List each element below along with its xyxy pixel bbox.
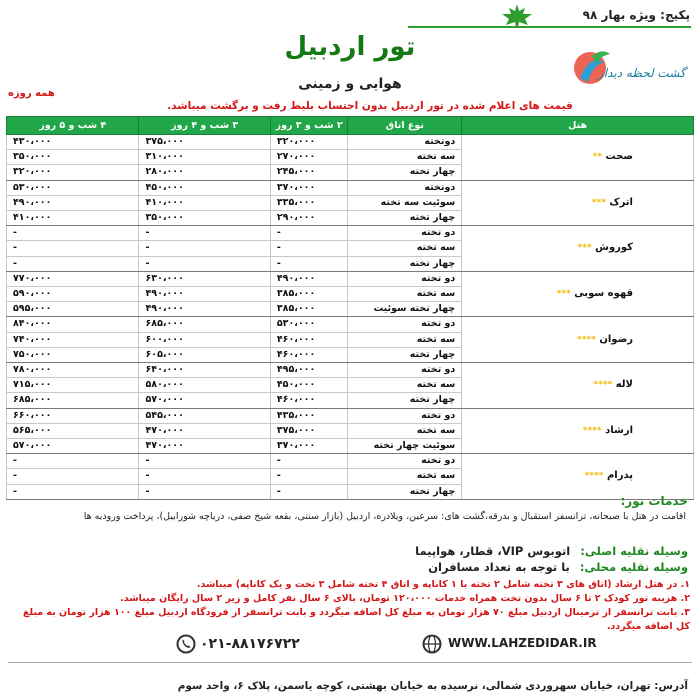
column-header: ۲ شب و ۳ روز bbox=[270, 117, 348, 135]
price-cell: ۴۳۰،۰۰۰ bbox=[7, 135, 139, 150]
hotel-name: رضوان bbox=[599, 333, 633, 345]
price-cell: - bbox=[139, 454, 270, 469]
hotel-cell bbox=[462, 363, 694, 409]
price-cell: ۲۸۰،۰۰۰ bbox=[139, 165, 270, 180]
price-cell: - bbox=[270, 241, 348, 256]
services-text: اقامت در هتل با صبحانه، ترانسفر استقبال و بدرقه،گشت های: سرعین، ویلادره، اردبیل (بازار سنتی، بقعه شیخ صفی، دریاچه شورابیل)، پرداخت ورودیه ها bbox=[83, 511, 686, 522]
price-cell: - bbox=[139, 484, 270, 499]
column-header: ۳ شب و ۴ روز bbox=[139, 117, 270, 135]
hotel-stars: *** bbox=[591, 197, 606, 208]
hotel-stars: **** bbox=[582, 425, 602, 436]
price-cell: ۳۷۵،۰۰۰ bbox=[270, 423, 348, 438]
room-type-cell: دو تخته bbox=[348, 408, 462, 423]
page-subtitle: هوایی و زمینی bbox=[298, 76, 402, 92]
room-type-cell: دوتخته bbox=[348, 135, 462, 150]
price-cell: ۴۷۰،۰۰۰ bbox=[139, 439, 270, 454]
price-cell: - bbox=[270, 454, 348, 469]
price-cell: ۳۵۰،۰۰۰ bbox=[139, 211, 270, 226]
price-cell: ۶۰۵،۰۰۰ bbox=[139, 347, 270, 362]
price-cell: ۵۳۰،۰۰۰ bbox=[270, 317, 348, 332]
price-cell: ۴۹۰،۰۰۰ bbox=[7, 195, 139, 210]
room-type-cell: سه تخته bbox=[348, 469, 462, 484]
room-type-cell: چهار تخته bbox=[348, 256, 462, 271]
hotel-name: لاله bbox=[615, 379, 633, 391]
local-transport-value: با توجه به تعداد مسافران bbox=[428, 560, 570, 574]
hotel-stars: **** bbox=[584, 471, 604, 482]
hotel-cell bbox=[462, 135, 694, 181]
hotel-name: قهوه سوبی bbox=[574, 288, 633, 300]
price-cell: ۵۴۵،۰۰۰ bbox=[139, 408, 270, 423]
table-row bbox=[7, 180, 694, 195]
price-cell: ۶۰۰،۰۰۰ bbox=[139, 332, 270, 347]
room-type-cell: چهار تخته سوئیت bbox=[348, 302, 462, 317]
hotel-stars: ** bbox=[592, 152, 603, 163]
main-transport-value: اتوبوس VIP، قطار، هواپیما bbox=[415, 544, 571, 558]
price-cell: - bbox=[270, 484, 348, 499]
price-cell: ۷۵۰،۰۰۰ bbox=[7, 347, 139, 362]
price-cell: ۶۸۵،۰۰۰ bbox=[7, 393, 139, 408]
hotel-cell bbox=[462, 408, 694, 454]
table-row bbox=[7, 135, 694, 150]
hotel-stars: *** bbox=[556, 289, 571, 300]
table-row bbox=[7, 271, 694, 286]
price-cell: ۶۳۰،۰۰۰ bbox=[139, 271, 270, 286]
price-cell: ۴۶۰،۰۰۰ bbox=[270, 393, 348, 408]
room-type-cell: چهار تخته bbox=[348, 393, 462, 408]
price-cell: ۴۹۵،۰۰۰ bbox=[270, 363, 348, 378]
price-cell: - bbox=[139, 241, 270, 256]
notes bbox=[10, 578, 690, 634]
price-cell: ۷۴۰،۰۰۰ bbox=[7, 332, 139, 347]
price-table bbox=[6, 116, 694, 500]
room-type-cell: دو تخته bbox=[348, 271, 462, 286]
column-header: ۴ شب و ۵ روز bbox=[7, 117, 139, 135]
price-cell: - bbox=[7, 469, 139, 484]
column-header: نوع اتاق bbox=[348, 117, 462, 135]
price-cell: ۷۸۰،۰۰۰ bbox=[7, 363, 139, 378]
price-cell: ۳۸۵،۰۰۰ bbox=[270, 287, 348, 302]
room-type-cell: سه تخته bbox=[348, 150, 462, 165]
note-item: ۲. هزینه تور کودک ۲ تا ۶ سال بدون تخت همراه خدمات ۱۲۰،۰۰۰ تومان، بالای ۶ سال نفر کامل و زیر ۲ سال رایگان میباشد. bbox=[120, 593, 690, 604]
table-row bbox=[7, 408, 694, 423]
price-cell: ۲۹۰،۰۰۰ bbox=[270, 211, 348, 226]
daily-label: همه روزه bbox=[8, 88, 55, 99]
hotel-cell bbox=[462, 317, 694, 363]
room-type-cell: چهار تخته bbox=[348, 165, 462, 180]
room-type-cell: سه تخته bbox=[348, 287, 462, 302]
price-notice: قیمت های اعلام شده در تور اردبیل بدون احتساب بلیط رفت و برگشت میباشد. bbox=[167, 100, 573, 112]
hotel-cell bbox=[462, 180, 694, 226]
table-row bbox=[7, 226, 694, 241]
hotel-name: ارشاد bbox=[605, 424, 633, 436]
price-cell: ۶۴۰،۰۰۰ bbox=[139, 363, 270, 378]
price-cell: ۵۹۵،۰۰۰ bbox=[7, 302, 139, 317]
price-cell: ۳۷۰،۰۰۰ bbox=[270, 439, 348, 454]
room-type-cell: دوتخته bbox=[348, 180, 462, 195]
price-cell: ۶۶۰،۰۰۰ bbox=[7, 408, 139, 423]
room-type-cell: سه تخته bbox=[348, 423, 462, 438]
price-cell: ۳۵۰،۰۰۰ bbox=[7, 150, 139, 165]
note-item: ۱. در هتل ارشاد (اتاق های ۳ تخته شامل ۲ تخته با ۱ کاناپه و اتاق ۴ تخته شامل ۳ تخت و یک کاناپه) میباشد. bbox=[196, 579, 690, 590]
room-type-cell: چهار تخته bbox=[348, 211, 462, 226]
price-cell: - bbox=[139, 469, 270, 484]
room-type-cell: چهار تخته bbox=[348, 484, 462, 499]
footer-divider bbox=[8, 662, 692, 663]
table-row bbox=[7, 317, 694, 332]
price-cell: ۵۷۰،۰۰۰ bbox=[7, 439, 139, 454]
price-cell: ۴۵۰،۰۰۰ bbox=[139, 180, 270, 195]
column-header: هتل bbox=[462, 117, 694, 135]
hotel-stars: **** bbox=[593, 380, 613, 391]
room-type-cell: دو تخته bbox=[348, 317, 462, 332]
room-type-cell: چهار تخته bbox=[348, 347, 462, 362]
price-cell: ۴۶۰،۰۰۰ bbox=[270, 347, 348, 362]
room-type-cell: دو تخته bbox=[348, 454, 462, 469]
room-type-cell: سوئیت چهار تخته bbox=[348, 439, 462, 454]
price-cell: - bbox=[270, 469, 348, 484]
price-cell: ۴۱۰،۰۰۰ bbox=[139, 195, 270, 210]
hotel-name: صحت bbox=[605, 151, 633, 163]
room-type-cell: سه تخته bbox=[348, 378, 462, 393]
price-cell: ۲۷۰،۰۰۰ bbox=[270, 150, 348, 165]
price-cell: ۳۷۰،۰۰۰ bbox=[270, 180, 348, 195]
hotel-cell bbox=[462, 454, 694, 500]
phone-number[interactable]: ۰۲۱-۸۸۱۷۶۷۲۲ bbox=[200, 636, 300, 652]
price-cell: ۶۸۵،۰۰۰ bbox=[139, 317, 270, 332]
price-cell: - bbox=[7, 454, 139, 469]
services-title: خدمات تور: bbox=[620, 494, 688, 508]
price-cell: ۷۱۵،۰۰۰ bbox=[7, 378, 139, 393]
price-cell: ۳۷۵،۰۰۰ bbox=[139, 135, 270, 150]
price-cell: ۸۴۰،۰۰۰ bbox=[7, 317, 139, 332]
price-cell: - bbox=[139, 256, 270, 271]
hotel-cell bbox=[462, 226, 694, 272]
price-cell: ۵۹۰،۰۰۰ bbox=[7, 287, 139, 302]
package-label: پکیج: ویژه بهار ۹۸ bbox=[582, 8, 690, 22]
note-item: ۳. بابت ترانسفر از ترمینال اردبیل مبلغ ۷۰ هزار تومان به مبلغ کل اضافه میگردد و بابت ترانسفر از فرودگاه اردبیل مبلغ ۱۰۰ هزار تومان به مبلغ کل اضافه میگردد. bbox=[22, 607, 690, 632]
hotel-stars: **** bbox=[577, 334, 596, 345]
logo-text: گشت لحظه دیدار bbox=[598, 66, 686, 80]
website-link[interactable]: WWW.LAHZEDIDAR.IR bbox=[448, 636, 597, 650]
price-cell: ۴۷۰،۰۰۰ bbox=[139, 423, 270, 438]
room-type-cell: سه تخته bbox=[348, 332, 462, 347]
maple-leaf-icon bbox=[500, 3, 534, 29]
price-cell: ۴۹۰،۰۰۰ bbox=[139, 287, 270, 302]
price-cell: ۵۸۰،۰۰۰ bbox=[139, 378, 270, 393]
price-cell: ۲۴۵،۰۰۰ bbox=[270, 165, 348, 180]
price-cell: ۴۶۰،۰۰۰ bbox=[270, 332, 348, 347]
hotel-name: اترک bbox=[609, 196, 633, 208]
price-cell: ۳۱۰،۰۰۰ bbox=[139, 150, 270, 165]
main-transport bbox=[415, 544, 688, 558]
price-cell: ۴۵۰،۰۰۰ bbox=[270, 378, 348, 393]
room-type-cell: دو تخته bbox=[348, 226, 462, 241]
price-cell: ۴۱۰،۰۰۰ bbox=[7, 211, 139, 226]
table-row bbox=[7, 454, 694, 469]
price-cell: ۷۷۰،۰۰۰ bbox=[7, 271, 139, 286]
hotel-name: پدرام bbox=[606, 470, 633, 482]
hotel-stars: *** bbox=[577, 243, 592, 254]
hotel-name: کوروش bbox=[595, 242, 633, 254]
price-cell: ۴۹۰،۰۰۰ bbox=[270, 271, 348, 286]
price-cell: ۴۹۰،۰۰۰ bbox=[139, 302, 270, 317]
price-cell: ۳۲۰،۰۰۰ bbox=[270, 135, 348, 150]
price-cell: ۵۷۰،۰۰۰ bbox=[139, 393, 270, 408]
globe-icon bbox=[422, 634, 442, 654]
local-transport bbox=[428, 560, 688, 574]
phone-icon bbox=[176, 634, 196, 654]
price-cell: ۳۸۵،۰۰۰ bbox=[270, 302, 348, 317]
price-cell: - bbox=[7, 226, 139, 241]
table-header-row bbox=[7, 117, 694, 135]
price-cell: - bbox=[139, 226, 270, 241]
table-row bbox=[7, 363, 694, 378]
room-type-cell: سوئیت سه تخته bbox=[348, 195, 462, 210]
price-cell: - bbox=[7, 256, 139, 271]
price-cell: ۴۳۵،۰۰۰ bbox=[270, 408, 348, 423]
room-type-cell: سه تخته bbox=[348, 241, 462, 256]
price-cell: - bbox=[270, 256, 348, 271]
local-transport-label: وسیله نقلیه محلی: bbox=[579, 560, 688, 574]
main-transport-label: وسیله نقلیه اصلی: bbox=[580, 544, 688, 558]
price-cell: - bbox=[270, 226, 348, 241]
price-cell: ۵۳۰،۰۰۰ bbox=[7, 180, 139, 195]
price-cell: ۵۶۵،۰۰۰ bbox=[7, 423, 139, 438]
page-title: تور اردبیل bbox=[284, 32, 416, 62]
room-type-cell: دو تخته bbox=[348, 363, 462, 378]
price-cell: ۳۳۵،۰۰۰ bbox=[270, 195, 348, 210]
address: آدرس: تهران، خیابان سهروردی شمالی، نرسیده به خیابان بهشتی، کوچه یاسمن، پلاک ۶، واحد سوم bbox=[177, 680, 688, 692]
price-cell: - bbox=[7, 484, 139, 499]
price-cell: ۳۲۰،۰۰۰ bbox=[7, 165, 139, 180]
price-cell: - bbox=[7, 241, 139, 256]
hotel-cell bbox=[462, 271, 694, 317]
